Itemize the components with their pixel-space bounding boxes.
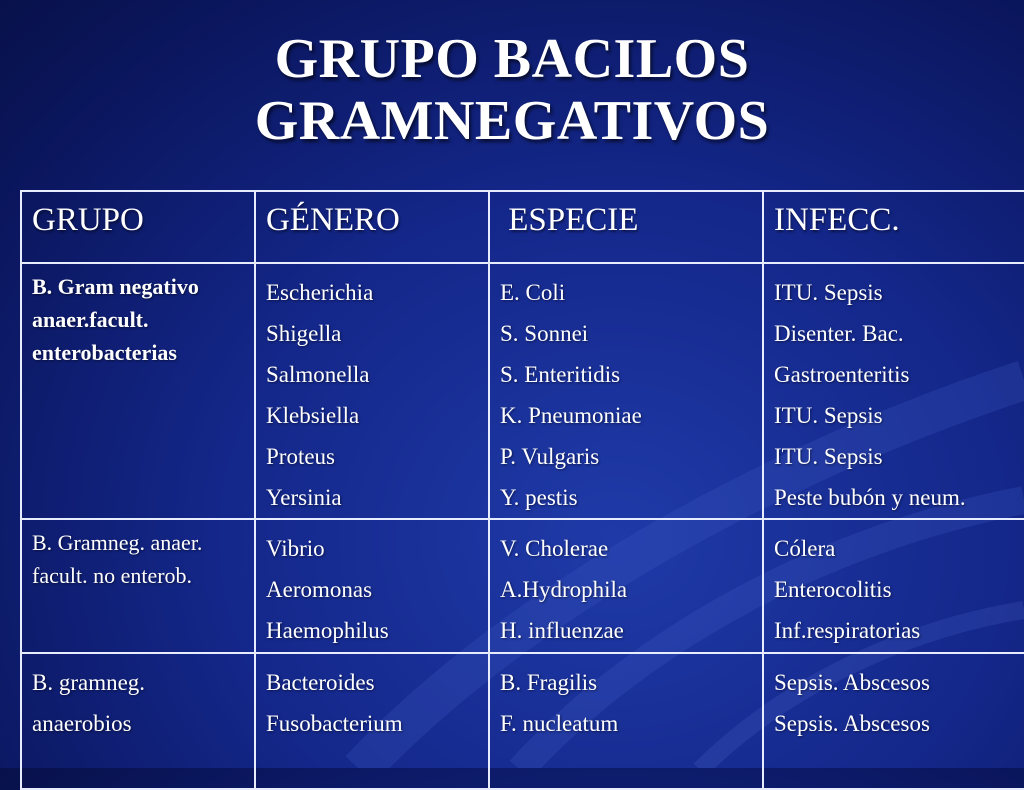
genero-item: Fusobacterium — [266, 711, 403, 736]
table-row — [21, 263, 1024, 519]
infecc-item: Enterocolitis — [774, 577, 892, 602]
slide-title — [0, 28, 1024, 152]
header-grupo: GRUPO — [21, 191, 255, 263]
grupo-line: B. gramneg. — [32, 670, 146, 695]
infecc-item: Gastroenteritis — [774, 362, 910, 387]
table-row — [21, 653, 1024, 789]
cell-especie — [489, 263, 763, 519]
especie-item: K. Pneumoniae — [500, 403, 642, 428]
especie-item: V. Cholerae — [500, 536, 609, 561]
cell-genero — [255, 263, 489, 519]
genero-item: Proteus — [266, 444, 335, 469]
genero-item: Vibrio — [266, 536, 325, 561]
grupo-line: B. Gram negativo — [32, 274, 199, 299]
cell-especie — [489, 519, 763, 653]
header-infecc: INFECC. — [763, 191, 1024, 263]
cell-infecc — [763, 519, 1024, 653]
bacteria-table — [20, 190, 1024, 790]
infecc-item: ITU. Sepsis — [774, 403, 883, 428]
especie-item: P. Vulgaris — [500, 444, 600, 469]
infecc-item: Peste bubón y neum. — [774, 485, 966, 510]
infecc-item: Sepsis. Abscesos — [774, 670, 930, 695]
table-row — [21, 519, 1024, 653]
genero-item: Shigella — [266, 321, 342, 346]
grupo-line: B. Gramneg. anaer. — [32, 530, 203, 555]
cell-infecc — [763, 263, 1024, 519]
infecc-item: ITU. Sepsis — [774, 280, 883, 305]
header-especie: ESPECIE — [489, 191, 763, 263]
genero-item: Escherichia — [266, 280, 374, 305]
cell-grupo — [21, 653, 255, 789]
genero-item: Aeromonas — [266, 577, 373, 602]
genero-item: Klebsiella — [266, 403, 360, 428]
grupo-line: anaerobios — [32, 711, 132, 736]
infecc-item: Sepsis. Abscesos — [774, 711, 930, 736]
cell-grupo — [21, 519, 255, 653]
infecc-item: ITU. Sepsis — [774, 444, 883, 469]
header-genero: GÉNERO — [255, 191, 489, 263]
grupo-line: enterobacterias — [32, 340, 177, 365]
cell-genero — [255, 653, 489, 789]
cell-infecc — [763, 653, 1024, 789]
infecc-item: Disenter. Bac. — [774, 321, 904, 346]
especie-item: S. Sonnei — [500, 321, 589, 346]
cell-especie — [489, 653, 763, 789]
grupo-line: facult. no enterob. — [32, 563, 193, 588]
genero-item: Salmonella — [266, 362, 370, 387]
infecc-item: Cólera — [774, 536, 836, 561]
slide-title-line-2: GRAMNEGATIVOS — [254, 90, 770, 152]
infecc-item: Inf.respiratorias — [774, 618, 921, 643]
table-header-row — [21, 191, 1024, 263]
especie-item: F. nucleatum — [500, 711, 619, 736]
cell-grupo — [21, 263, 255, 519]
genero-item: Haemophilus — [266, 618, 389, 643]
especie-item: E. Coli — [500, 280, 566, 305]
grupo-line: anaer.facult. — [32, 307, 149, 332]
especie-item: H. influenzae — [500, 618, 624, 643]
slide-title-line-1: GRUPO BACILOS — [274, 28, 750, 90]
especie-item: A.Hydrophila — [500, 577, 628, 602]
especie-item: Y. pestis — [500, 485, 578, 510]
especie-item: B. Fragilis — [500, 670, 598, 695]
genero-item: Yersinia — [266, 485, 342, 510]
cell-genero — [255, 519, 489, 653]
genero-item: Bacteroides — [266, 670, 375, 695]
especie-item: S. Enteritidis — [500, 362, 621, 387]
